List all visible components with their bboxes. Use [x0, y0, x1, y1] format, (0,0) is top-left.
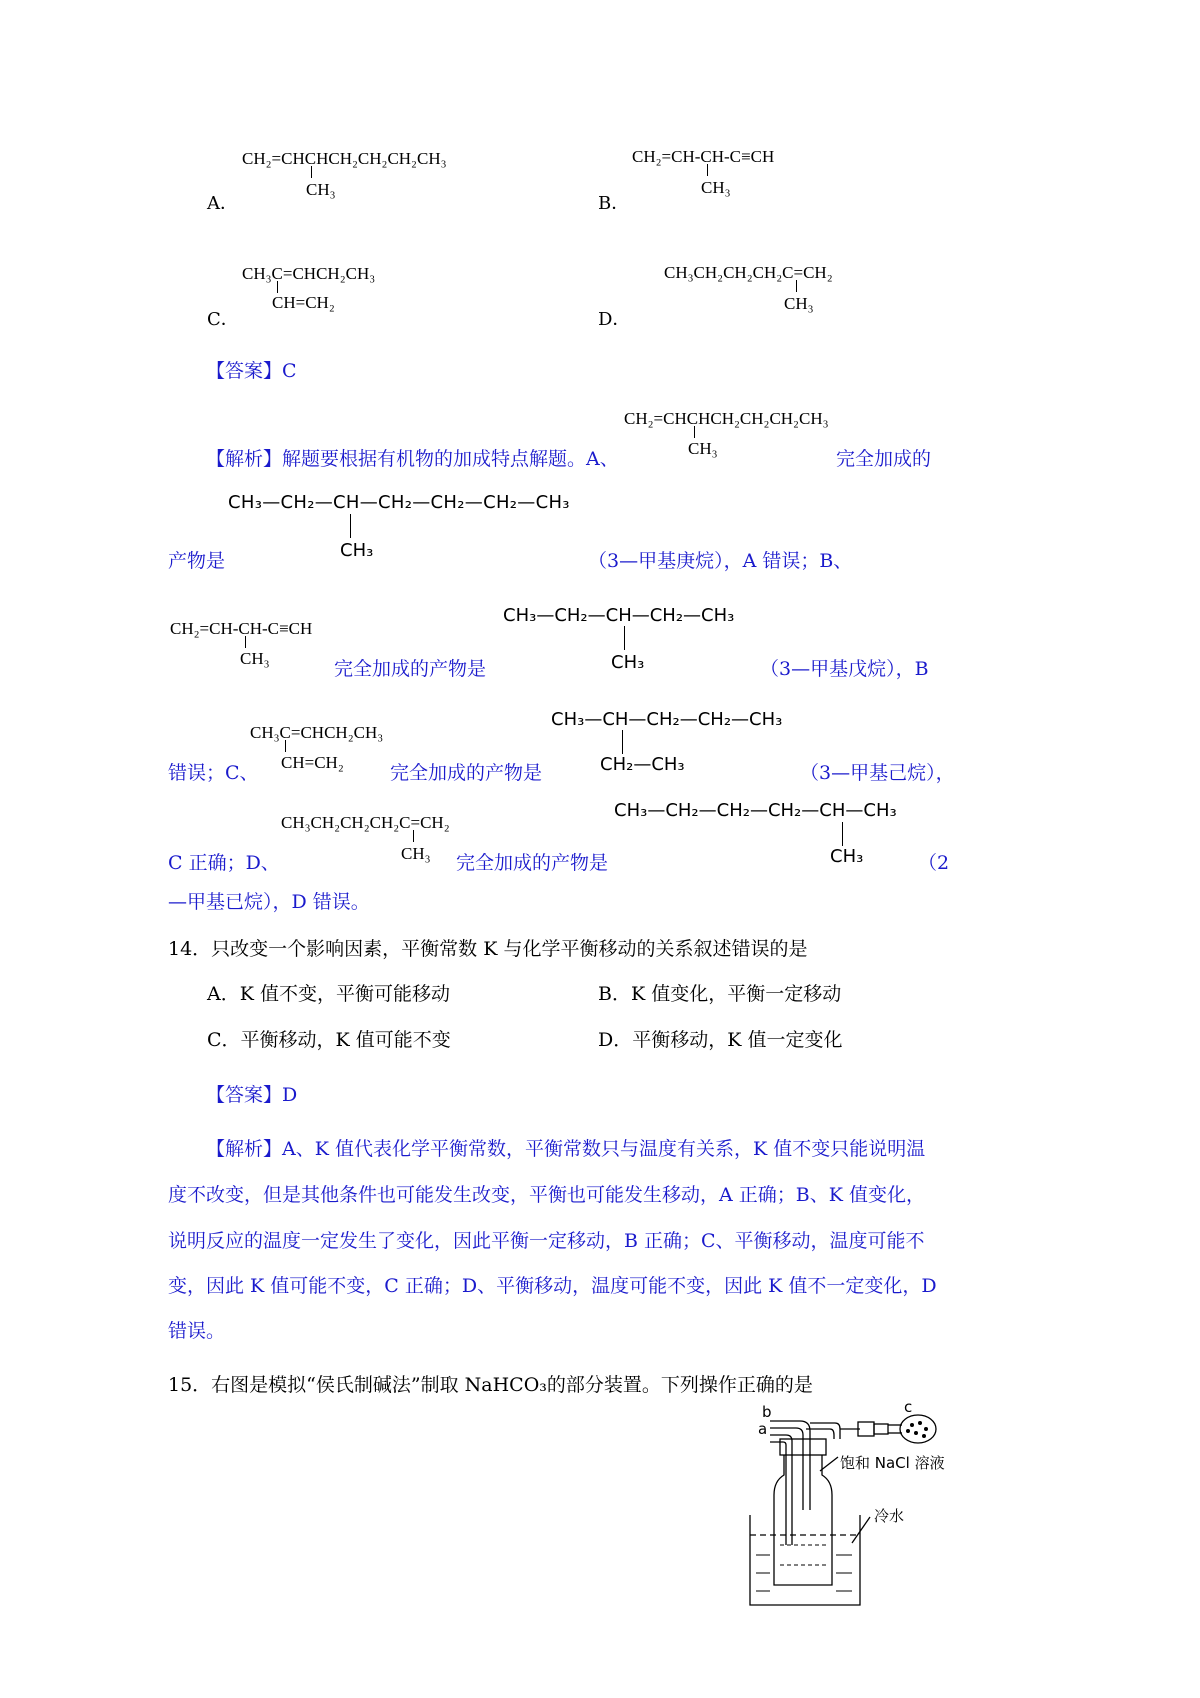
- analysis-c-formula: CH₃C=CHCH₂CH₃: [250, 723, 384, 742]
- analysis-intro: [206, 450, 619, 469]
- fig-label-c: c: [904, 1398, 913, 1416]
- product-d-bond: [842, 822, 843, 846]
- analysis-d-bond: [413, 830, 414, 842]
- analysis-b-branch: CH₃: [240, 649, 270, 668]
- product-a-name: （3—甲基庚烷），A 错误；B、: [588, 550, 853, 572]
- product-d-chain: CH₃—CH₂—CH₂—CH₂—CH—CH₃: [614, 800, 897, 821]
- product-c-chain: CH₃—CH—CH₂—CH₂—CH₃: [551, 709, 783, 730]
- option-b-bond: [707, 164, 708, 176]
- answer-tag: 【答案】: [206, 1084, 283, 1106]
- q14-analysis-line-1: [206, 1140, 925, 1159]
- fig-label-b: b: [762, 1403, 772, 1421]
- q14-option-a: A．K 值不变，平衡可能移动: [207, 983, 450, 1005]
- analysis-c-bond: [285, 740, 286, 752]
- product-is-text: 产物是: [168, 550, 226, 572]
- option-d-label: D．: [598, 309, 631, 330]
- q14-option-d: D．平衡移动，K 值一定变化: [598, 1029, 843, 1051]
- product-c-name: （3—甲基己烷），: [800, 762, 955, 784]
- option-c-branch: CH=CH₂: [272, 293, 335, 312]
- q14-analysis-line-5: 错误。: [168, 1320, 226, 1342]
- analysis-tag: 【解析】: [206, 448, 283, 470]
- q15-stem: 15．右图是模拟“侯氏制碱法”制取 NaHCO₃的部分装置。下列操作正确的是: [168, 1374, 813, 1396]
- product-b-chain: CH₃—CH₂—CH—CH₂—CH₃: [503, 605, 735, 626]
- wrong-c-text: 错误；C、: [168, 762, 259, 784]
- option-d-formula: CH₃CH₂CH₂CH₂C=CH₂: [664, 263, 833, 282]
- answer-value: C: [282, 360, 297, 382]
- analysis-a-formula: CH₂=CHCHCH₂CH₂CH₂CH₃: [624, 409, 829, 428]
- option-d-branch: CH₃: [784, 294, 814, 313]
- product-a-branch: CH₃: [340, 540, 374, 561]
- full-addition-product-b: 完全加成的产物是: [334, 658, 487, 680]
- product-d-branch: CH₃: [830, 846, 864, 867]
- fig-label-a: a: [758, 1420, 768, 1438]
- q14-analysis-line-4: 变，因此 K 值可能不变，C 正确；D、平衡移动，温度可能不变，因此 K 值不一定变化，D: [168, 1275, 937, 1297]
- answer-value: D: [282, 1084, 298, 1106]
- fig-label-nacl: 饱和 NaCl 溶液: [840, 1454, 945, 1472]
- analysis-b-formula: CH₂=CH-CH-C≡CH: [170, 619, 313, 638]
- full-addition-product-d: 完全加成的产物是: [456, 852, 609, 874]
- option-c-formula: CH₃C=CHCH₂CH₃: [242, 264, 376, 283]
- q14-analysis-line-3: 说明反应的温度一定发生了变化，因此平衡一定移动，B 正确；C、平衡移动，温度可能不: [168, 1230, 925, 1252]
- product-b-bond: [624, 626, 625, 650]
- analysis-b-bond: [245, 636, 246, 648]
- option-a-bond: [311, 166, 312, 178]
- option-a-formula: CH₂=CHCHCH₂CH₂CH₂CH₃: [242, 149, 447, 168]
- q13-answer: [206, 362, 297, 381]
- q14-option-b: B．K 值变化，平衡一定移动: [598, 983, 842, 1005]
- option-a-branch: CH₃: [306, 180, 336, 199]
- full-addition-text: 完全加成的: [836, 448, 932, 470]
- q14-answer: [206, 1086, 297, 1105]
- answer-tag: 【答案】: [206, 360, 283, 382]
- product-a-structure: [228, 494, 570, 512]
- analysis-a-branch: CH₃: [688, 439, 718, 458]
- analysis-d-formula: CH₃CH₂CH₂CH₂C=CH₂: [281, 813, 450, 832]
- product-c-bond: [622, 730, 623, 754]
- analysis-c-branch: CH=CH₂: [281, 753, 344, 772]
- product-c-branch: CH₂—CH₃: [600, 754, 685, 775]
- analysis-intro-text: 解题要根据有机物的加成特点解题。A、: [282, 448, 619, 470]
- q14-option-c: C．平衡移动，K 值可能不变: [207, 1029, 451, 1051]
- analysis-text: A、K 值代表化学平衡常数，平衡常数只与温度有关系，K 值不变只能说明温: [282, 1138, 926, 1160]
- option-c-bond: [277, 281, 278, 293]
- option-b-branch: CH₃: [701, 178, 731, 197]
- product-d-name-1: （2: [918, 852, 950, 874]
- analysis-d-branch: CH₃: [401, 844, 431, 863]
- q14-stem: 14．只改变一个影响因素，平衡常数 K 与化学平衡移动的关系叙述错误的是: [168, 938, 808, 960]
- product-a-chain: CH₃—CH₂—CH—CH₂—CH₂—CH₂—CH₃: [228, 492, 570, 513]
- full-addition-product-c: 完全加成的产物是: [390, 762, 543, 784]
- analysis-tag: 【解析】: [206, 1138, 283, 1160]
- option-c-label: C．: [207, 309, 239, 330]
- option-a-label: A．: [207, 193, 238, 214]
- product-b-branch: CH₃: [611, 652, 645, 673]
- analysis-a-bond: [694, 426, 695, 438]
- fig-label-water: 冷水: [874, 1507, 905, 1525]
- option-d-bond: [796, 280, 797, 292]
- option-b-label: B．: [598, 193, 630, 214]
- product-d-name-2: —甲基已烷），D 错误。: [168, 891, 370, 913]
- option-b-formula: CH₂=CH-CH-C≡CH: [632, 147, 775, 166]
- product-a-bond: [350, 514, 351, 538]
- apparatus-figure: [740, 1395, 970, 1695]
- product-b-name: （3—甲基戊烷），B: [760, 658, 929, 680]
- correct-d-text: C 正确；D、: [168, 852, 280, 874]
- q14-analysis-line-2: 度不改变，但是其他条件也可能发生改变，平衡也可能发生移动，A 正确；B、K 值变化，: [168, 1184, 925, 1206]
